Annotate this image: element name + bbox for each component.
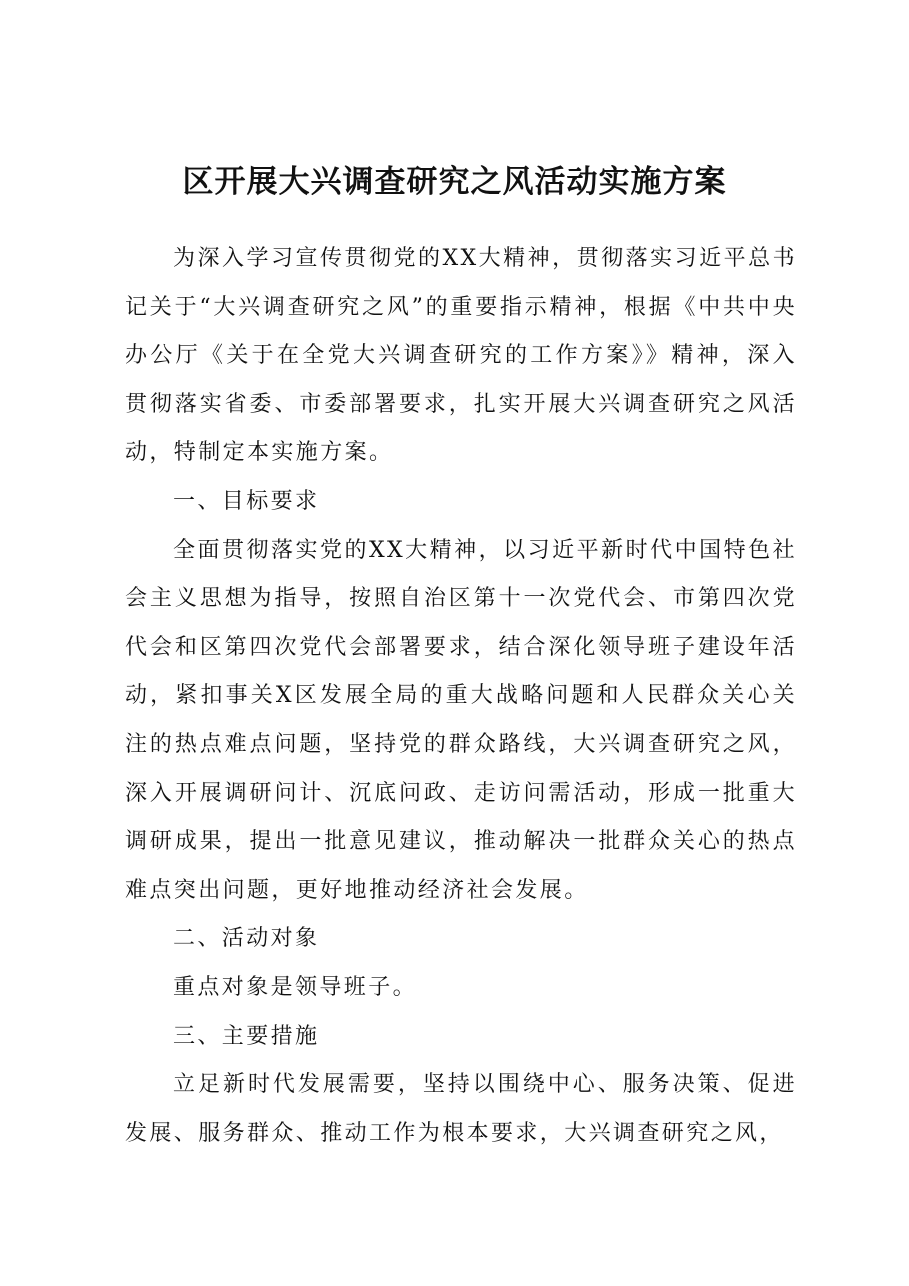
- measures-paragraph: 立足新时代发展需要，坚持以围绕中心、服务决策、促进发展、服务群众、推动工作为根本要求，大兴调查研究之风，: [125, 1072, 797, 1146]
- targets-paragraph: 重点对象是领导班子。: [173, 974, 418, 1000]
- document-title: 区开展大兴调查研究之风活动实施方案: [182, 164, 727, 200]
- goals-paragraph: 全面贯彻落实党的XX大精神，以习近平新时代中国特色社会主义思想为指导，按照自治区第十一次党代会、市第四次党代会和区第四次党代会部署要求，结合深化领导班子建设年活动，紧扣事关X区发展全局的重大战略问题和人民群众关心关注的热点难点问题，坚持党的群众路线，大兴调查研究之风，深入开展调研问计、沉底问政、走访问需活动，形成一批重大调研成果，提出一批意见建议，推动解决一批群众关心的热点难点突出问题，更好地推动经济社会发展。: [125, 537, 797, 903]
- intro-paragraph: 为深入学习宣传贯彻党的XX大精神，贯彻落实习近平总书记关于“大兴调查研究之风”的重要指示精神，根据《中共中央办公厅《关于在全党大兴调查研究的工作方案》》精神，深入贯彻落实省委、市委部署要求，扎实开展大兴调查研究之风活动，特制定本实施方案。: [125, 246, 797, 466]
- document-body: [125, 235, 797, 1158]
- section-heading-targets: 二、活动对象: [173, 926, 320, 952]
- section-heading-goals: 一、目标要求: [173, 488, 320, 514]
- section-heading-measures: 三、主要措施: [173, 1023, 320, 1049]
